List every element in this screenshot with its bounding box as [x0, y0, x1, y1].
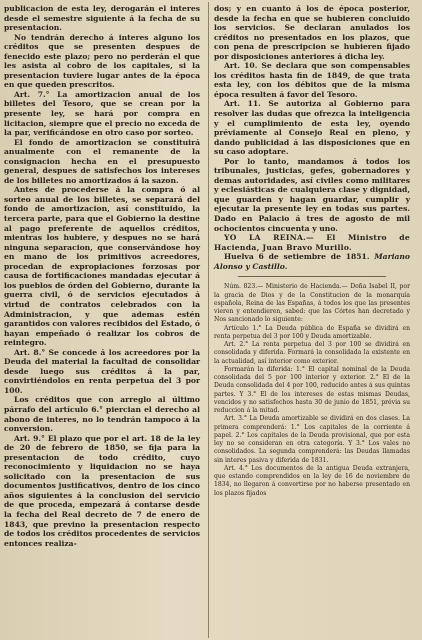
column-divider — [208, 2, 209, 638]
paragraph: Art. 9.° El plazo que por el art. 18 de la ley de 20 de febrero de 1850, se fija para la presentacion de todo crédito, cuyo reconocimiento y liquidacion no se haya solicitado con la presentacion de sus documentos justificativos, dentro de los cinco años siguientes á la conclusion del servicio de que proceda, empezará á contarse desde la fecha del Real decreto de 7 de enero de 1843, que previno la presentacion respecto de todos los créditos procedentes de servicios entonces realiza- — [4, 433, 200, 548]
signature-date: Huelva 6 de setiembre de 1851. Mariano Alonso y Castillo. — [214, 252, 410, 271]
paragraph: Art. 10. Se declara que son compensables los créditos hasta fin de 1849, de que trata esta ley, con los débitos que de la misma época resulten á favor del Tesoro. — [214, 61, 410, 99]
paragraph: Art. 4.° Los documentos de la antigua Deuda extranjera, que estando comprendidos en la ley de 16 de noviembre de 1834, no llegaron á convertirse por no haberse presentado en los plazos fijados — [214, 464, 410, 497]
paragraph: Formarán la diferida: 1.° El capital nominal de la Deuda consolidada del 5 por 100 interior y exterior. 2.° El de la Deuda consolidada del 4 por 100, reducido antes á sus quintas partes. Y 3.° El de los intereses de estas mismas Deudas, vencidos y no satisfechos hasta 30 de junio de 1851, prévia su reduccion á la mitad. — [214, 365, 410, 415]
paragraph: publicacion de esta ley, derogarán el interes desde el semestre siguiente á la fecha de su presentacion. — [4, 4, 200, 33]
right-column — [214, 4, 410, 498]
paragraph: Antes de procederse á la compra ó al sorteo anual de los billetes, se separará del fondo de amortizacion, así constituido, la tercera parte, para que el Gobierno la destine al pago preferente de aquellos créditos, mientras los hubiere, y despues no se hará ninguna separacion, que conservándose hoy en mano de los primitivos acreedores, procedan de expropiaciones forzosas por causa de fortificaciones mandadas ejecutar á los pueblos de órden del Gobierno, durante la guerra civil, ó de servicios ejecutados á virtud de contratos celebrados con la Administracion, y que ademas estén garantidos con valores recibidos del Estado, ó hayan empeñado ó realizar los cobros de reintegro. — [4, 185, 200, 348]
paragraph: Art. 11. Se autoriza al Gobierno para resolver las dudas que ofrezca la inteligencia y el cumplimiento de esta ley, oyendo préviamente al Consejo Real en pleno, y dando publicidad á las disposiciones que en su caso adoptare. — [214, 99, 410, 157]
paragraph: Artículo 1.° La Deuda pública de España se dividirá en renta perpetua del 3 por 100 y Deuda amortizable. — [214, 324, 410, 340]
paragraph: dos; y en cuanto á los de época posterior, desde la fecha en que se hubieren concluido los servicios. Se declaran anulados los créditos no presentados en los plazos, que con pena de prescripcion se hubieren fijado por disposiciones anteriores á dicha ley. — [214, 4, 410, 61]
paragraph: Art. 2.° La renta perpetua del 3 por 100 se dividirá en consolidada y diferida. Formará la consolidada la existente en la actualidad, así interior como exterior. — [214, 341, 410, 365]
paragraph: Art. 8.° Se concede á los acreedores por la Deuda del material la facultad de consolidar desde luego sus créditos á la par, convirtiéndolos en renta perpetua del 3 por 100. — [4, 347, 200, 395]
decree-section — [214, 283, 410, 498]
paragraph: Los créditos que con arreglo al último párrafo del artículo 6.° piercian el derecho al abono de interes, no lo tendrán tampoco á la conversion. — [4, 395, 200, 434]
paragraph: Núm. 823.— Ministerio de Hacienda.— Doña Isabel II, por la gracia de Dios y de la Constitucion de la monarquía española, Reina de las Españas, á todos los que las presentes vieren y entendieren, sabed: que las Córtes han decretado y Nos sancionado lo siguiente: — [214, 283, 410, 324]
paragraph: Por lo tanto, mandamos á todos los tribunales, justicias, gefes, gobernadores y demas autoridades, así civiles como militares y eclesiásticas de cualquiera clase y dignidad, que guarden y hagan guardar, cumplir y ejecutar la presente ley en todas sus partes. Dado en Palacio á tres de agosto de mil ochocientos cincuenta y uno. — [214, 156, 410, 233]
paragraph: No tendrán derecho á interes alguno los créditos que se presenten despues de fenecido este plazo; pero no perderán el que les asista al cobro de los capitales, si la presentacion tuviere lugar antes de la época en que queden prescritos. — [4, 32, 200, 90]
left-column — [4, 4, 200, 548]
section-divider — [238, 276, 386, 277]
paragraph: Art. 3.° La Deuda amortizable se dividirá en dos clases. La primera comprenderá: 1.° Los capitales de la corriente á papel. 2.° Los capitales de la Deuda provisional, que por esta ley no se consideran en otra categoría. Y 3.° Los vales no consolidados. La segunda comprenderá: las Deudas llamadas sin interes pasiva y diferida de 1831. — [214, 415, 410, 464]
signer-name: Mariano Alonso y Castillo. — [214, 252, 410, 271]
paragraph: Art. 7.° La amortizacion anual de los billetes del Tesoro, que se crean por la presente ley, se hará por compra en licitacion, siempre que el precio no exceda de la par, verificándose en otro caso por sorteo. — [4, 89, 200, 138]
paragraph: El fondo de amortizacion se constituirá anualmente con el remanente de la consignacion hecha en el presupuesto general, despues de satisfechos los intereses de los billetes no amortizados á la sazon. — [4, 137, 200, 185]
signature-line: YO LA REINA.— El Ministro de Hacienda, Juan Bravo Murillo. — [214, 233, 410, 252]
